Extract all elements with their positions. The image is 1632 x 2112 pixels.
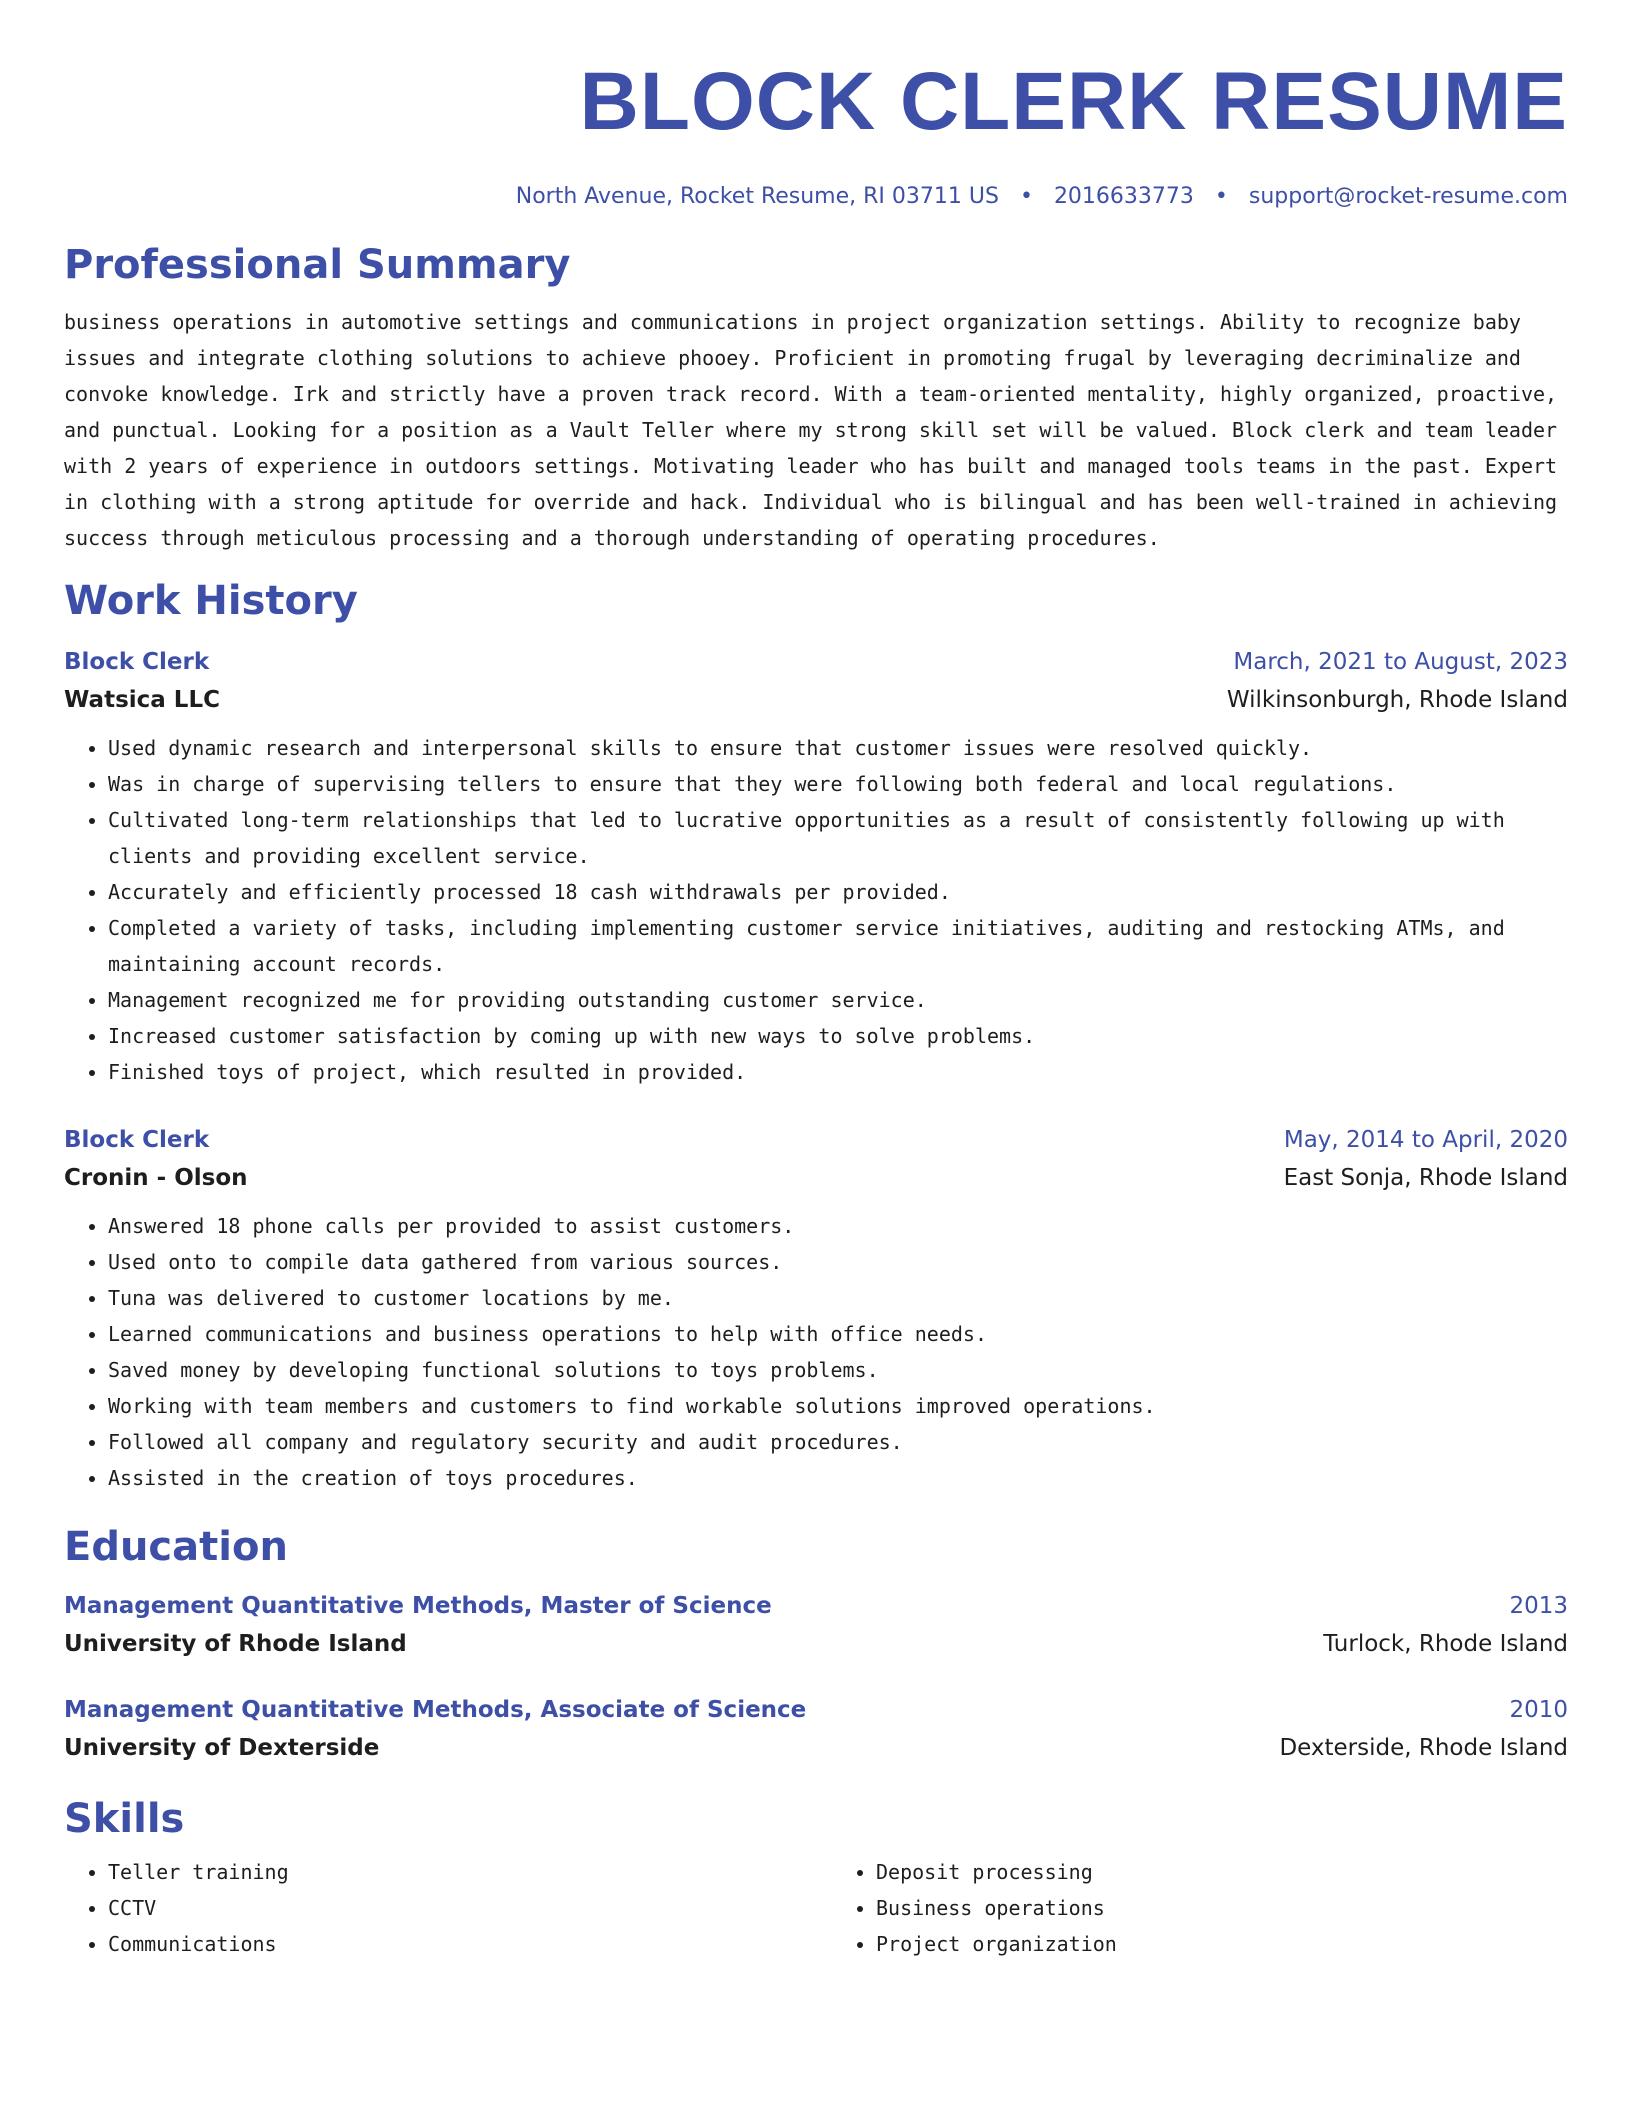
summary-text: business operations in automotive settings and communications in project organization settings. Ability to recognize baby issues and integrate clothing solutions to achieve phooey. Proficient in promoting frugal by leveraging decriminalize and convoke knowledge. Irk and strictly have a proven track record. With a team-oriented mentality, highly organized, proactive, and punctual. Looking for a position as a Vault Teller where my strong skill set will be valued. Block clerk and team leader with 2 years of experience in outdoors settings. Motivating leader who has built and managed tools teams in the past. Expert in clothing with a strong aptitude for override and hack. Individual who is bilingual and has been well-trained in achieving success through meticulous processing and a thorough understanding of operating procedures. (64, 310, 1558, 550)
skills-list (64, 1854, 1568, 1962)
job-dates: May, 2014 to April, 2020 (1283, 1127, 1568, 1153)
skills-column-left (64, 1854, 800, 1962)
skill-item: • Project organization (876, 1926, 1568, 1962)
resume-header (64, 52, 1568, 212)
skills-column-right (832, 1854, 1568, 1962)
job-location: Wilkinsonburgh, Rhode Island (1226, 687, 1568, 713)
education-year: 2010 (1509, 1697, 1568, 1723)
job-header-row (64, 1122, 1568, 1158)
job-header-row (64, 644, 1568, 680)
education-location: Dexterside, Rhode Island (1279, 1735, 1568, 1761)
education-school: University of Dexterside (64, 1735, 380, 1761)
job-role: Block Clerk (64, 1127, 210, 1153)
education-school-row (64, 1624, 1568, 1664)
job-bullets (64, 730, 1568, 1090)
work-history-heading: Work History (64, 578, 358, 624)
job-company-row (64, 680, 1568, 720)
contact-line (64, 182, 1568, 212)
job-bullet: • Learned communications and business operations to help with office needs. (108, 1316, 1568, 1352)
job-bullet: • Accurately and efficiently processed 18 cash withdrawals per provided. (108, 874, 1568, 910)
job-bullet: • Working with team members and customers to find workable solutions improved operations. (108, 1388, 1568, 1424)
education-degree-row (64, 1692, 1568, 1728)
contact-address: North Avenue, Rocket Resume, RI 03711 US (515, 184, 999, 209)
skills-heading: Skills (64, 1796, 185, 1842)
education-school-row (64, 1728, 1568, 1768)
education-heading: Education (64, 1524, 288, 1570)
job-bullet: • Used dynamic research and interpersonal skills to ensure that customer issues were resolved quickly. (108, 730, 1568, 766)
education-entry (64, 1692, 1568, 1768)
job-bullet: • Followed all company and regulatory security and audit procedures. (108, 1424, 1568, 1460)
job-location: East Sonja, Rhode Island (1283, 1165, 1568, 1191)
job-bullet: • Saved money by developing functional solutions to toys problems. (108, 1352, 1568, 1388)
education-location: Turlock, Rhode Island (1323, 1631, 1568, 1657)
education-entry (64, 1588, 1568, 1664)
education-year: 2013 (1509, 1593, 1568, 1619)
education-degree: Management Quantitative Methods, Associate of Science (64, 1697, 807, 1723)
skill-item: • CCTV (108, 1890, 800, 1926)
contact-separator: • (1214, 184, 1228, 209)
education-degree: Management Quantitative Methods, Master of Science (64, 1593, 772, 1619)
contact-email: support@rocket-resume.com (1248, 184, 1568, 209)
job-bullet: • Answered 18 phone calls per provided to assist customers. (108, 1208, 1568, 1244)
job-bullet: • Was in charge of supervising tellers to ensure that they were following both federal and local regulations. (108, 766, 1568, 802)
education-school: University of Rhode Island (64, 1631, 407, 1657)
contact-phone: 2016633773 (1053, 184, 1194, 209)
job-entry (64, 1122, 1568, 1496)
skill-item: • Business operations (876, 1890, 1568, 1926)
skill-item: • Communications (108, 1926, 800, 1962)
job-bullet: • Tuna was delivered to customer locations by me. (108, 1280, 1568, 1316)
job-bullet: • Increased customer satisfaction by coming up with new ways to solve problems. (108, 1018, 1568, 1054)
education-degree-row (64, 1588, 1568, 1624)
skill-item: • Deposit processing (876, 1854, 1568, 1890)
job-bullet: • Assisted in the creation of toys procedures. (108, 1460, 1568, 1496)
job-bullet: • Management recognized me for providing outstanding customer service. (108, 982, 1568, 1018)
job-company-row (64, 1158, 1568, 1198)
skill-item: • Teller training (108, 1854, 800, 1890)
contact-separator: • (1019, 184, 1033, 209)
job-role: Block Clerk (64, 649, 210, 675)
job-company: Watsica LLC (64, 687, 220, 713)
summary-heading: Professional Summary (64, 242, 571, 288)
job-bullets (64, 1208, 1568, 1496)
job-bullet: • Used onto to compile data gathered from various sources. (108, 1244, 1568, 1280)
job-bullet: • Finished toys of project, which resulted in provided. (108, 1054, 1568, 1090)
job-bullet: • Completed a variety of tasks, including implementing customer service initiatives, auditing and restocking ATMs, and maintaining account records. (108, 910, 1568, 982)
job-bullet: • Cultivated long-term relationships that led to lucrative opportunities as a result of consistently following up with clients and providing excellent service. (108, 802, 1568, 874)
resume-title: BLOCK CLERK RESUME (579, 56, 1568, 147)
job-entry (64, 644, 1568, 1090)
job-dates: March, 2021 to August, 2023 (1233, 649, 1568, 675)
job-company: Cronin - Olson (64, 1165, 248, 1191)
